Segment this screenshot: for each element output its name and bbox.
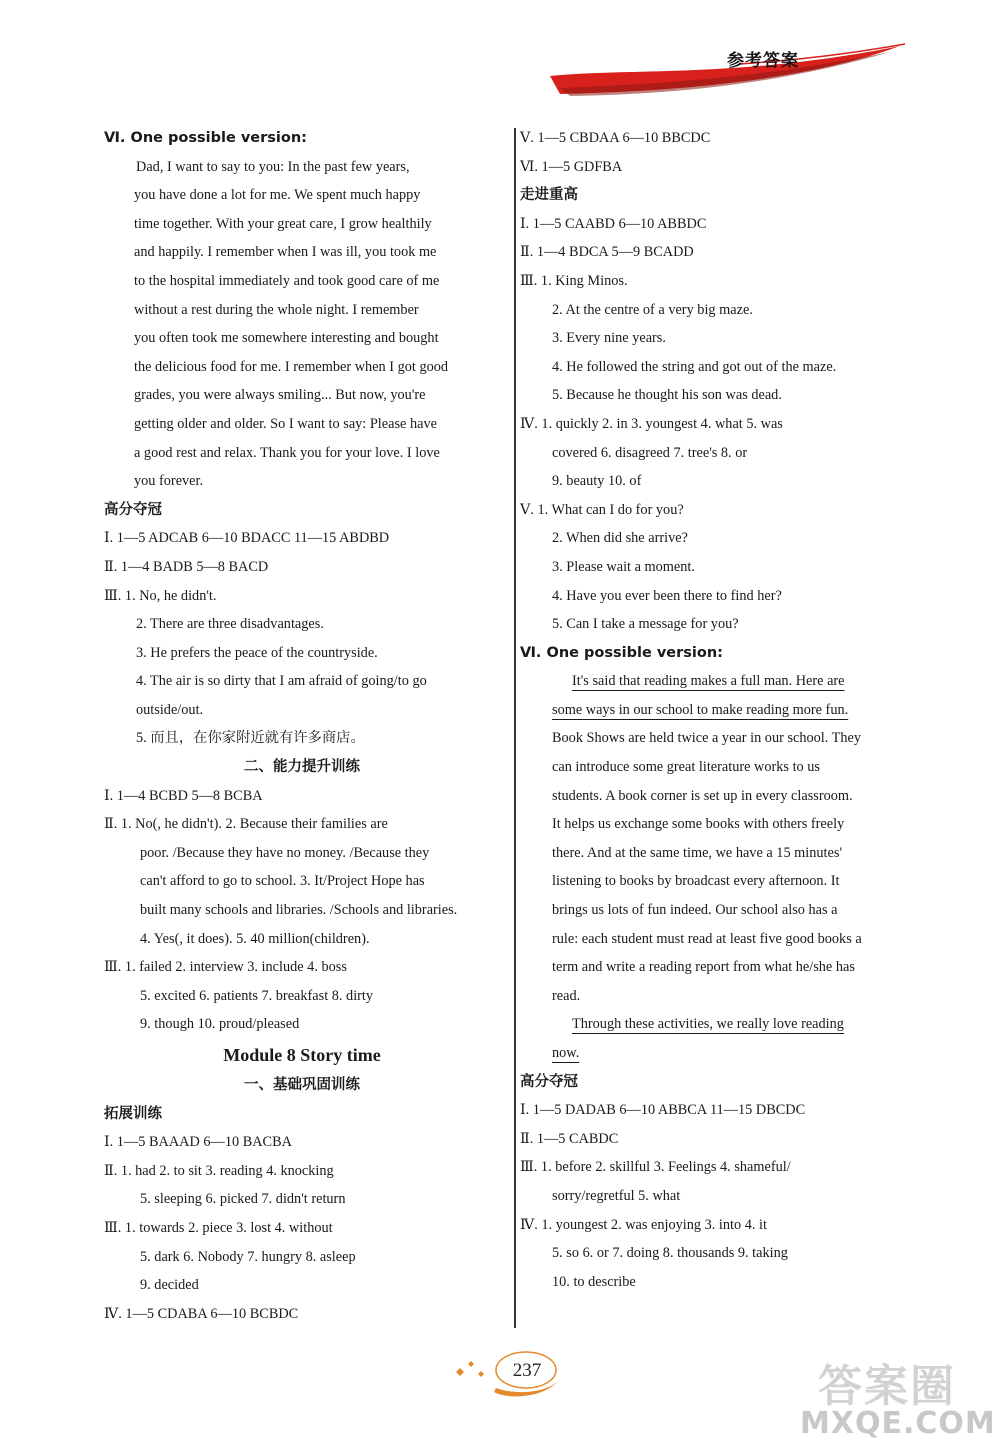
right-line: some ways in our school to make reading more fun. xyxy=(552,701,849,718)
right-line: 3. Every nine years. xyxy=(552,330,666,347)
left-line: 高分夺冠 xyxy=(104,501,162,518)
right-line: 10. to describe xyxy=(552,1273,636,1290)
left-column xyxy=(104,124,500,1328)
header-title: 参考答案 xyxy=(727,51,799,71)
left-line: you have done a lot for me. We spent much happy xyxy=(134,187,421,204)
left-line: a good rest and relax. Thank you for your love. I love xyxy=(134,444,440,461)
right-line: Book Shows are held twice a year in our school. They xyxy=(552,730,862,747)
right-line: 5. so 6. or 7. doing 8. thousands 9. taking xyxy=(552,1245,788,1262)
left-line: Ⅲ. 1. towards 2. piece 3. lost 4. without xyxy=(104,1219,333,1236)
right-line: Ⅰ. 1—5 DADAB 6—10 ABBCA 11—15 DBCDC xyxy=(520,1102,806,1119)
left-line: and happily. I remember when I was ill, you took me xyxy=(134,244,437,261)
right-line: 9. beauty 10. of xyxy=(552,473,642,490)
left-line: Ⅰ. 1—5 BAAAD 6—10 BACBA xyxy=(104,1134,292,1151)
right-line: It's said that reading makes a full man. Here are xyxy=(572,673,845,690)
right-line: students. A book corner is set up in every classroom. xyxy=(552,787,853,804)
left-line: 4. The air is so dirty that I am afraid of going/to go xyxy=(136,673,427,690)
right-line: Ⅲ. 1. before 2. skillful 3. Feelings 4. shameful/ xyxy=(520,1159,791,1176)
watermark-url: MXQE.COM xyxy=(800,1406,996,1441)
left-line: 3. He prefers the peace of the countryside. xyxy=(136,644,378,661)
left-line: built many schools and libraries. /Schools and libraries. xyxy=(140,902,458,919)
right-line: It helps us exchange some books with others freely xyxy=(552,816,845,833)
left-line: Ⅵ. One possible version: xyxy=(104,130,307,146)
right-line: Ⅰ. 1—5 CAABD 6—10 ABBDC xyxy=(520,215,707,232)
left-line: you forever. xyxy=(134,473,204,490)
right-line: 5. Can I take a message for you? xyxy=(552,616,739,633)
left-line: outside/out. xyxy=(136,701,204,718)
right-line: now. xyxy=(552,1045,580,1061)
left-line: 5. excited 6. patients 7. breakfast 8. dirty xyxy=(140,987,374,1004)
left-line: 5. sleeping 6. picked 7. didn't return xyxy=(140,1191,346,1208)
left-line: 9. though 10. proud/pleased xyxy=(140,1016,300,1033)
right-line: 2. At the centre of a very big maze. xyxy=(552,301,753,318)
left-line: Module 8 Story time xyxy=(223,1045,381,1065)
left-line: grades, you were always smiling... But now, you're xyxy=(134,387,426,404)
right-line: 2. When did she arrive? xyxy=(552,530,688,547)
right-line: rule: each student must read at least five good books a xyxy=(552,930,862,947)
right-line: Ⅴ. 1. What can I do for you? xyxy=(520,501,684,518)
right-line: 4. Have you ever been there to find her? xyxy=(552,587,782,604)
right-line: covered 6. disagreed 7. tree's 8. or xyxy=(552,444,748,461)
header-banner xyxy=(540,38,910,100)
left-line: Ⅱ. 1. had 2. to sit 3. reading 4. knocking xyxy=(104,1162,334,1179)
left-line: Ⅳ. 1—5 CDABA 6—10 BCBDC xyxy=(104,1305,299,1322)
right-line: Ⅳ. 1. youngest 2. was enjoying 3. into 4. it xyxy=(520,1216,767,1233)
right-line: brings us lots of fun indeed. Our school also has a xyxy=(552,902,838,919)
left-line: 拓展训练 xyxy=(104,1105,162,1122)
left-line: Ⅲ. 1. No, he didn't. xyxy=(104,587,217,604)
left-line: Ⅰ. 1—4 BCBD 5—8 BCBA xyxy=(104,787,263,804)
left-line: getting older and older. So I want to say: Please have xyxy=(134,415,437,432)
left-line: to the hospital immediately and took good care of me xyxy=(134,272,440,289)
left-line: poor. /Because they have no money. /Because they xyxy=(140,844,430,861)
left-line: Ⅲ. 1. failed 2. interview 3. include 4. boss xyxy=(104,959,347,976)
left-line: without a rest during the whole night. I remember xyxy=(134,301,419,318)
left-line: Ⅱ. 1—4 BADB 5—8 BACD xyxy=(104,558,269,575)
left-line: 一、基础巩固训练 xyxy=(244,1077,360,1093)
page-number: 237 xyxy=(512,1360,542,1381)
right-line: there. And at the same time, we have a 15 minutes' xyxy=(552,844,843,861)
left-line: 5. 而且，在你家附近就有许多商店。 xyxy=(136,730,365,747)
right-line: Ⅴ. 1—5 CBDAA 6—10 BBCDC xyxy=(520,130,711,146)
right-line: Ⅱ. 1—5 CABDC xyxy=(520,1130,619,1147)
right-line: Ⅳ. 1. quickly 2. in 3. youngest 4. what 5. was xyxy=(520,415,783,432)
right-line: 走进重高 xyxy=(520,187,578,204)
watermark-logo: 答案圈 xyxy=(818,1361,956,1412)
left-line: 二、能力提升训练 xyxy=(244,759,360,776)
left-line: the delicious food for me. I remember when I got good xyxy=(134,358,449,375)
left-line: 9. decided xyxy=(140,1277,199,1294)
right-line: Ⅵ. One possible version: xyxy=(520,644,723,661)
right-line: Ⅲ. 1. King Minos. xyxy=(520,272,628,289)
right-line: term and write a reading report from what he/she has xyxy=(552,959,855,976)
left-line: Ⅰ. 1—5 ADCAB 6—10 BDACC 11—15 ABDBD xyxy=(104,530,390,547)
left-line: can't afford to go to school. 3. It/Project Hope has xyxy=(140,873,425,890)
left-line: 2. There are three disadvantages. xyxy=(136,616,324,633)
right-line: Ⅱ. 1—4 BDCA 5—9 BCADD xyxy=(520,244,694,261)
right-line: sorry/regretful 5. what xyxy=(552,1187,681,1204)
right-line: read. xyxy=(552,987,581,1004)
left-line: 5. dark 6. Nobody 7. hungry 8. asleep xyxy=(140,1248,356,1265)
left-line: Ⅱ. 1. No(, he didn't). 2. Because their families are xyxy=(104,816,388,833)
right-column xyxy=(520,124,920,1296)
left-line: you often took me somewhere interesting and bought xyxy=(134,330,439,347)
right-line: 3. Please wait a moment. xyxy=(552,558,695,575)
left-line: 4. Yes(, it does). 5. 40 million(children). xyxy=(140,930,370,947)
right-line: Ⅵ. 1—5 GDFBA xyxy=(520,158,623,175)
left-line: Dad, I want to say to you: In the past few years, xyxy=(136,158,410,175)
right-line: 高分夺冠 xyxy=(520,1073,578,1090)
column-divider xyxy=(514,128,516,1328)
left-line: time together. With your great care, I grow healthily xyxy=(134,215,432,232)
right-line: listening to books by broadcast every afternoon. It xyxy=(552,873,840,890)
right-line: can introduce some great literature works to us xyxy=(552,759,820,776)
right-line: Through these activities, we really love reading xyxy=(572,1016,844,1033)
right-line: 5. Because he thought his son was dead. xyxy=(552,387,782,404)
right-line: 4. He followed the string and got out of the maze. xyxy=(552,358,837,375)
